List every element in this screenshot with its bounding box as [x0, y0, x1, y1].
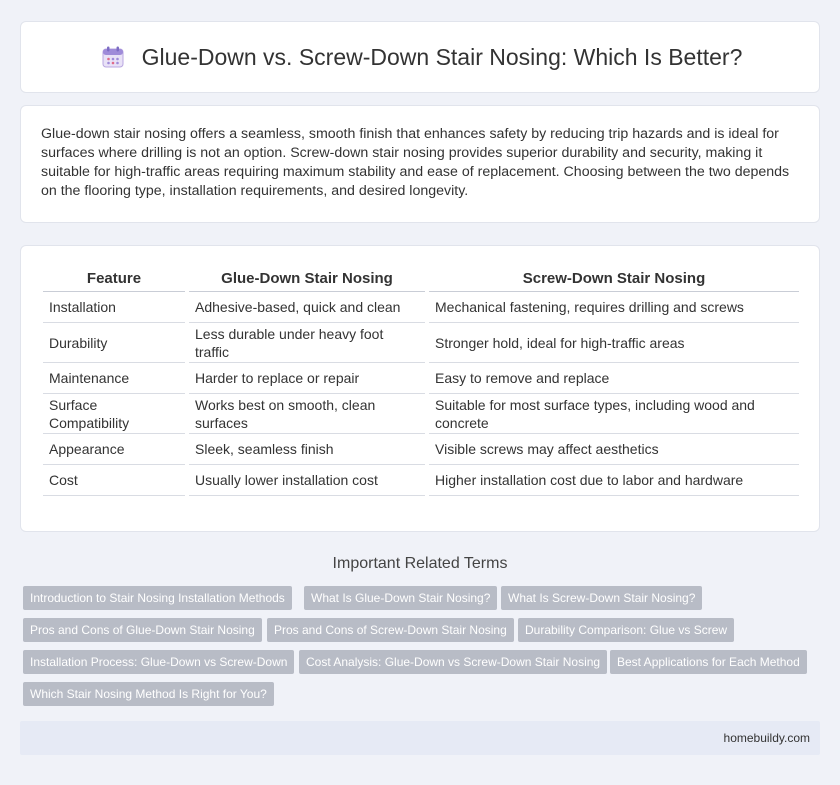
related-term-tag[interactable]: Pros and Cons of Glue-Down Stair Nosing	[23, 618, 262, 642]
glue-down-cell: Harder to replace or repair	[189, 363, 425, 394]
screw-down-cell: Higher installation cost due to labor and hardware	[429, 465, 799, 496]
title-card	[20, 21, 820, 93]
table-row	[43, 434, 799, 465]
screw-down-cell: Visible screws may affect aesthetics	[429, 434, 799, 465]
footer	[20, 721, 820, 755]
summary-card	[20, 105, 820, 223]
table-row	[43, 292, 799, 323]
screw-down-cell: Mechanical fastening, requires drilling and screws	[429, 292, 799, 323]
table-header-row	[43, 264, 799, 292]
table-row	[43, 394, 799, 434]
related-term-tag[interactable]: Cost Analysis: Glue-Down vs Screw-Down Stair Nosing	[299, 650, 607, 674]
page-title: Glue-Down vs. Screw-Down Stair Nosing: Which Is Better?	[141, 43, 743, 70]
footer-site-link[interactable]: homebuildy.com	[723, 731, 810, 745]
feature-cell: Appearance	[43, 434, 185, 465]
comparison-table-card	[20, 245, 820, 532]
related-term-tag[interactable]: What Is Screw-Down Stair Nosing?	[501, 586, 702, 610]
table-row	[43, 323, 799, 363]
feature-cell: Cost	[43, 465, 185, 496]
feature-cell: Installation	[43, 292, 185, 323]
feature-cell: Surface Compatibility	[43, 394, 185, 434]
table-row	[43, 465, 799, 496]
feature-cell: Durability	[43, 323, 185, 363]
screw-down-cell: Easy to remove and replace	[429, 363, 799, 394]
comparison-table	[43, 264, 799, 496]
related-term-tag[interactable]: Introduction to Stair Nosing Installation Methods	[23, 586, 292, 610]
related-terms-heading: Important Related Terms	[332, 555, 508, 572]
header-feature: Feature	[43, 264, 185, 292]
glue-down-cell: Sleek, seamless finish	[189, 434, 425, 465]
screw-down-cell: Suitable for most surface types, including wood and concrete	[429, 394, 799, 434]
related-term-tag[interactable]: What Is Glue-Down Stair Nosing?	[304, 586, 497, 610]
screw-down-cell: Stronger hold, ideal for high-traffic areas	[429, 323, 799, 363]
glue-down-cell: Works best on smooth, clean surfaces	[189, 394, 425, 434]
related-term-tag[interactable]: Best Applications for Each Method	[610, 650, 807, 674]
glue-down-cell: Adhesive-based, quick and clean	[189, 292, 425, 323]
header-screw-down: Screw-Down Stair Nosing	[429, 264, 799, 292]
related-term-tag[interactable]: Which Stair Nosing Method Is Right for You?	[23, 682, 274, 706]
glue-down-cell: Less durable under heavy foot traffic	[189, 323, 425, 363]
header-glue-down: Glue-Down Stair Nosing	[189, 264, 425, 292]
feature-cell: Maintenance	[43, 363, 185, 394]
related-term-tag[interactable]: Installation Process: Glue-Down vs Screw-Down	[23, 650, 294, 674]
table-row	[43, 363, 799, 394]
related-term-tag[interactable]: Durability Comparison: Glue vs Screw	[518, 618, 734, 642]
summary-text: Glue-down stair nosing offers a seamless, smooth finish that enhances safety by reducing trip hazards and is ideal for surfaces where drilling is not an option. Screw-down stair nosing provides superior durability and security, making it suitable for high-traffic areas requiring maximum stability and ease of replacement. Choosing between the two depends on the flooring type, installation requirements, and desired longevity.	[41, 126, 790, 199]
calendar-icon	[98, 42, 128, 72]
related-term-tag[interactable]: Pros and Cons of Screw-Down Stair Nosing	[267, 618, 514, 642]
glue-down-cell: Usually lower installation cost	[189, 465, 425, 496]
